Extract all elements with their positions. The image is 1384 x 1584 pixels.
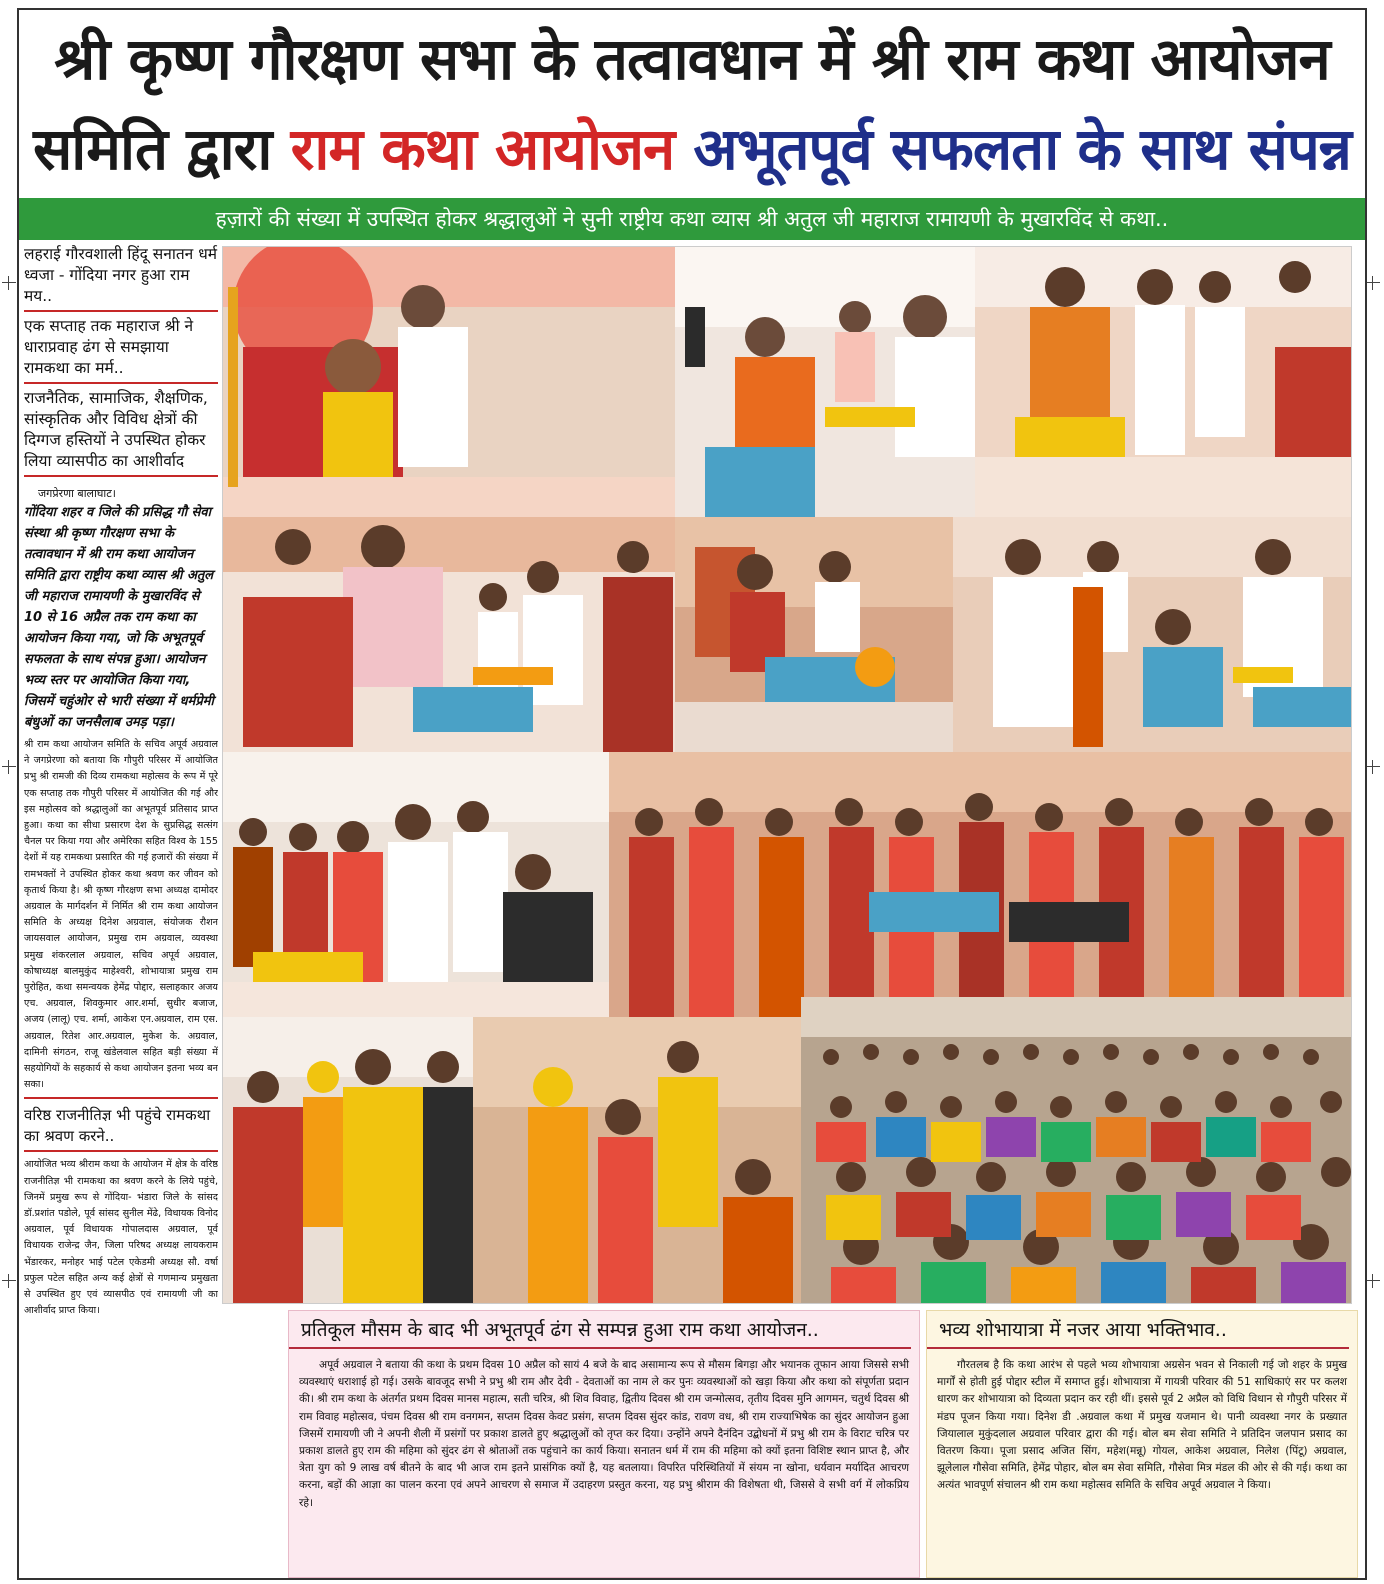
photo-child-ram: [223, 1017, 473, 1304]
body-paragraph: श्री राम कथा आयोजन समिति के सचिव अपूर्व अग्रवाल ने जगप्रेरणा को बताया कि गौपुरी परिसर में आयोजित प्रभु श्री रामजी की दिव्य रामकथा महोत्सव के रूप में पूरे एक सप्ताह तक गौपुरी परिसर में आयोजित की गई और इस महोत्सव को श्रद्धालुओं का अभूतपूर्व प्रतिसाद प्राप्त हुआ। कथा का सीधा प्रसारण देश के सुप्रसिद्ध सत्संग चैनल पर किया गया और अमेरिका सहित विश्व के 155 देशों में यह रामकथा प्रसारित की गई हजारों की संख्या में रामभक्तों ने उपस्थित होकर कथा श्रवण कर जीवन को कृतार्थ किया है। श्री कृष्ण गौरक्षण सभा अध्यक्ष दामोदर अग्रवाल के मार्गदर्शन में निर्मित श्री राम कथा आयोजन समिति के अध्यक्ष दिनेश अग्रवाल, संयोजक रौशन जायसवाल आयोजन, प्रमुख राम अग्रवाल, व्यवस्था प्रमुख शंकरलाल अग्रवाल, सचिव अपूर्व अग्रवाल, कोषाध्यक्ष बालमुकुंद माहेश्वरी, शोभायात्रा प्रमुख राम पुरोहित, कथा समन्वयक हेमेंद्र पोद्दार, सलाहकार अजय एच. अग्रवाल, शिवकुमार आर.शर्मा, सुधीर बजाज, अजय (लालू) एच. शर्मा, आकेश एन.अग्रवाल, राम एस. अग्रवाल, रितेश आर.अग्रवाल, मुकेश के. अग्रवाल, दामिनी संगठन, राजू खंडेलवाल सहित बड़ी संख्या में सहयोगियों के सहकार्य से कथा आयोजन इतना भव्य बन सका।: [24, 739, 218, 1091]
dateline: जगप्रेरणा बालाघाट।: [38, 487, 116, 500]
lead-paragraph: गोंदिया शहर व जिले की प्रसिद्ध गौ सेवा संस्था श्री कृष्ण गौरक्षण सभा के तत्वावधान में श्री राम कथा आयोजन समिति द्वारा राष्ट्रीय कथा व्यास श्री अतुल जी महाराज रामायणी के मुखारविंद से 10 से 16 अप्रैल तक राम कथा का आयोजन किया गया, जो कि अभूतपूर्व सफलता के साथ संपन्न हुआ। आयोजन भव्य स्तर पर आयोजित किया गया, जिसमें चहुंओर से भारी संख्या में धर्मप्रेमी बंधुओं का जनसैलाब उमड़ पड़ा।: [24, 505, 214, 730]
crop-mark: [1366, 1274, 1380, 1288]
headline-line-1: श्री कृष्ण गौरक्षण सभा के तत्वावधान में श्री राम कथा आयोजन: [54, 25, 1330, 93]
crop-mark: [1366, 276, 1380, 290]
photo-aarti-dignitaries: [223, 752, 609, 1017]
crop-mark: [1366, 760, 1380, 774]
crop-mark: [2, 276, 16, 290]
photo-guest-offering: [675, 247, 975, 517]
photo-collage: [222, 246, 1352, 1304]
photo-aarti-thali: [975, 247, 1352, 517]
photo-ram-sita-tableau: [473, 1017, 801, 1304]
photo-guest-namaste: [953, 517, 1352, 752]
body-paragraph-2: आयोजित भव्य श्रीराम कथा के आयोजन में क्षेत्र के वरिष्ठ राजनीतिज्ञ भी रामकथा का श्रवण करने के लिये पहुंचे, जिनमें प्रमुख रूप से गोंदिया- भंडारा जिले के सांसद डॉ.प्रशांत पडोले, पूर्व सांसद सुनील मेंढे, विधायक विनोद अग्रवाल, पूर्व विधायक गोपालदास अग्रवाल, पूर्व विधायक राजेन्द्र जैन, जिला परिषद अध्यक्ष लायकराम भेंडारकर, मनोहर भाई पटेल एकेडमी अध्यक्ष सौ. वर्षा प्रफुल पटेल सहित अन्य कई क्षेत्रों से गणमान्य प्रमुखता से उपस्थित हुए एवं व्यासपीठ एवं रामायणी जी का आशीर्वाद प्राप्त किया।: [24, 1159, 218, 1317]
box-body: गौरतलब है कि कथा आरंभ से पहले भव्य शोभायात्रा अग्रसेन भवन से निकाली गई जो शहर के प्रमुख मार्गों से होती हुई पोद्दार स्टील में समाप्त हुई। शोभायात्रा में गायत्री परिवार की 51 साधिकाएं सर पर कलश धारण कर शोभायात्रा को दिव्यता प्रदान कर रही थीं। इससे पूर्व 2 अप्रैल को विधि विधान से गौपुरी परिसर में मंडप पूजन किया गया। दिनेश डी .अग्रवाल कथा में प्रमुख यजमान थे। पानी व्यवस्था नगर के प्रख्यात जियालाल मुकुंदलाल अग्रवाल परिवार द्वारा की गई। बोल बम सेवा समिति ने प्रतिदिन जलपान प्रसाद का वितरण किया। पूजा प्रसाद अजित सिंग, महेश(मन्नू) गोयल, आकेश अग्रवाल, निलेश (पिंटू) अग्रवाल, झूलेलाल गौसेवा समिति, हेमेंद्र पोहार, बोल बम सेवा समिति, गौसेवा मित्र मंडल की ओर से की गई। कथा का अत्यंत भावपूर्ण संचालन श्री राम कथा महोत्सव समिति के सचिव अपूर्व अग्रवाल ने किया।: [937, 1359, 1347, 1492]
section-subhead: वरिष्ठ राजनीतिज्ञ भी पहुंचे रामकथा का श्रवण करने..: [24, 1097, 218, 1152]
left-column: [24, 244, 218, 1574]
photo-stage-vyaspeeth: [675, 517, 953, 752]
crop-mark: [2, 760, 16, 774]
photo-audience-crowd: [801, 997, 1352, 1304]
sidebar-box-procession: [926, 1310, 1358, 1578]
kicker-1: लहराई गौरवशाली हिंदू सनातन धर्म ध्वजा - गोंदिया नगर हुआ राम मय..: [24, 244, 218, 312]
sidebar-box-weather: [288, 1310, 920, 1578]
kicker-3: राजनैतिक, सामाजिक, शैक्षणिक, सांस्कृतिक और विविध क्षेत्रों की दिग्गज हस्तियों ने उपस्थित होकर लिया व्यासपीठ का आशीर्वाद: [24, 388, 218, 477]
headline-line-2: [20, 104, 1364, 194]
headline-part-blue: अभूतपूर्व सफलता के साथ संपन्न: [693, 115, 1351, 183]
headline: [20, 14, 1364, 194]
box-body: अपूर्व अग्रवाल ने बताया की कथा के प्रथम दिवस 10 अप्रैल को सायं 4 बजे के बाद असामान्य रूप से मौसम बिगड़ा और भयानक तूफान आया जिससे सभी व्यवस्थाएं धराशाई हो गई। उसके बावजूद सभी ने प्रभु श्री राम और देवी - देवताओं का नाम ले कर पुनः व्यवस्थाओं को खड़ा किया और कथा को संपूर्णता प्रदान की। श्री राम कथा के अंतर्गत प्रथम दिवस मानस महात्म, सती चरित्र, श्री शिव विवाह, द्वितीय दिवस श्री राम जन्मोत्सव, तृतीय दिवस मुनि आगमन, चतुर्थ दिवस श्री राम विवाह महोत्सव, पंचम दिवस श्री राम वनगमन, सप्तम दिवस केवट प्रसंग, सप्तम दिवस सुंदर कांड, रावण वध, श्री राम राज्याभिषेक का सुंदर आयोजन हुआ जिसमें रामायणी जी ने अपनी शैली में प्रसंगों पर प्रकाश डालते हुए श्रद्धालुओं को तृप्त कर दिया। उन्होंने अपने दैनंदिन उद्बोधनों में प्रभु श्री राम के विराट चरित्र पर प्रकाश डालते हुए राम की महिमा को सुंदर ढंग से श्रोताओं तक पहुंचाने का कार्य किया। सनातन धर्म में राम की महिमा को क्यों इतना विशिष्ट स्थान प्राप्त है, और त्रेता युग को 9 लाख वर्ष बीतने के बाद भी आज राम इतने प्रासंगिक क्यों है, यह बतलाया। विपरित परिस्थितियों में संयम ना खोना, धर्यवान मर्यादित आचरण करना, बड़ों की आज्ञा का पालन करना एवं अपने आचरण से समाज में उदाहरण प्रस्तुत करना, यह प्रभु श्रीराम की विशेषता थी, जिससे वे सभी वर्ग में लोकप्रिय रहे।: [299, 1359, 909, 1509]
photo-garland-offering: [223, 517, 675, 752]
headline-part-red: राम कथा आयोजन: [290, 115, 675, 183]
box-title: भव्य शोभायात्रा में नजर आया भक्तिभाव..: [927, 1313, 1349, 1349]
headline-part-dark: समिति द्वारा: [33, 115, 272, 183]
photo-women-aarti: [609, 752, 1352, 1017]
box-title: प्रतिकूल मौसम के बाद भी अभूतपूर्व ढंग से सम्पन्न हुआ राम कथा आयोजन..: [289, 1313, 911, 1349]
kicker-2: एक सप्ताह तक महाराज श्री ने धाराप्रवाह ढंग से समझाया रामकथा का मर्म..: [24, 316, 218, 384]
crop-mark: [2, 1274, 16, 1288]
subheadline-banner: हज़ारों की संख्या में उपस्थित होकर श्रद्धालुओं ने सुनी राष्ट्रीय कथा व्यास श्री अतुल जी महाराज रामायणी के मुखारविंद से कथा..: [19, 198, 1365, 240]
photo-vyaspeeth-blessing: [223, 247, 675, 517]
